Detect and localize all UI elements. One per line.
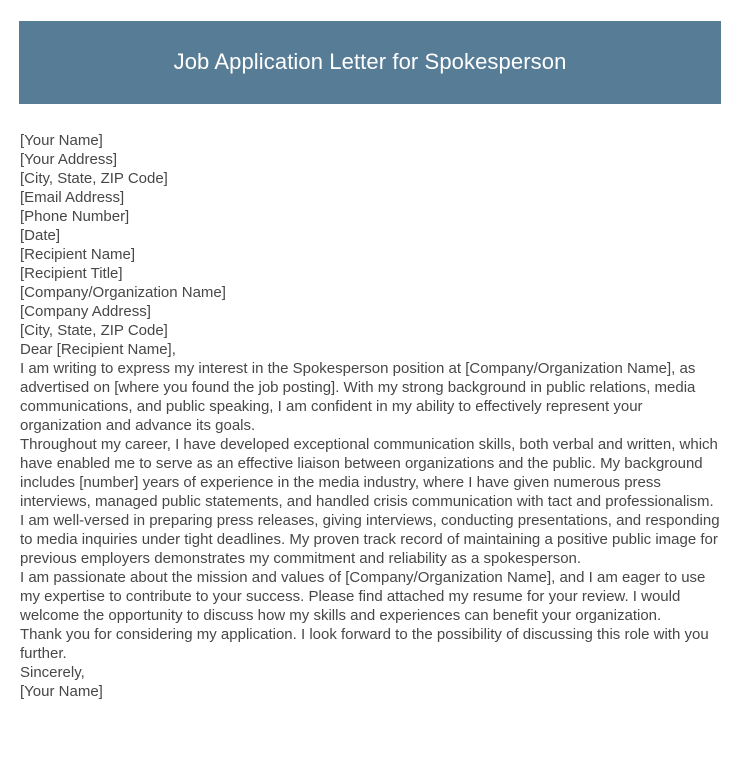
- signature-name: [Your Name]: [20, 683, 103, 700]
- sender-line: [Your Name]: [20, 132, 103, 149]
- letter-paragraph: I am passionate about the mission and values of [Company/Organization Name], and I am eager to use my expertise to contribute to your success. Please find attached my resume for your review. I would welcome the opportunity to discuss how my skills and experiences can benefit your organization.: [20, 569, 706, 624]
- letter-paragraph: Thank you for considering my application. I look forward to the possibility of discussing this role with you further.: [20, 626, 709, 662]
- sender-line: [Your Address]: [20, 151, 118, 168]
- closing: Sincerely,: [20, 664, 85, 681]
- recipient-line: [City, State, ZIP Code]: [20, 322, 168, 339]
- recipient-line: [Company/Organization Name]: [20, 284, 226, 301]
- letter-paragraph: I am writing to express my interest in the Spokesperson position at [Company/Organization Name], as advertised on [where you found the job posting]. With my strong background in public relations, media communications, and public speaking, I am confident in my ability to effectively represent your organization and advance its goals.: [20, 360, 696, 434]
- salutation: Dear [Recipient Name],: [20, 341, 176, 358]
- recipient-line: [Recipient Name]: [20, 246, 136, 263]
- recipient-address-block: [20, 245, 722, 340]
- letter-paragraph: I am well-versed in preparing press releases, giving interviews, conducting presentations, and responding to media inquiries under tight deadlines. My proven track record of maintaining a positive public image for previous employers demonstrates my commitment and reliability as a spokesperson.: [20, 512, 720, 567]
- letter-content: [20, 131, 722, 701]
- sender-line: [Date]: [20, 227, 61, 244]
- recipient-line: [Recipient Title]: [20, 265, 123, 282]
- header-banner: [19, 21, 721, 104]
- page-title: Job Application Letter for Spokesperson: [173, 49, 567, 75]
- sender-line: [Phone Number]: [20, 208, 130, 225]
- sender-address-block: [20, 131, 722, 245]
- sender-line: [City, State, ZIP Code]: [20, 170, 168, 187]
- letter-paragraph: Throughout my career, I have developed exceptional communication skills, both verbal and written, which have enabled me to serve as an effective liaison between organizations and the public. My background includes [number] years of experience in the media industry, where I have given numerous press interviews, managed public statements, and handled crisis communication with tact and professionalism.: [20, 436, 718, 510]
- sender-line: [Email Address]: [20, 189, 125, 206]
- recipient-line: [Company Address]: [20, 303, 151, 320]
